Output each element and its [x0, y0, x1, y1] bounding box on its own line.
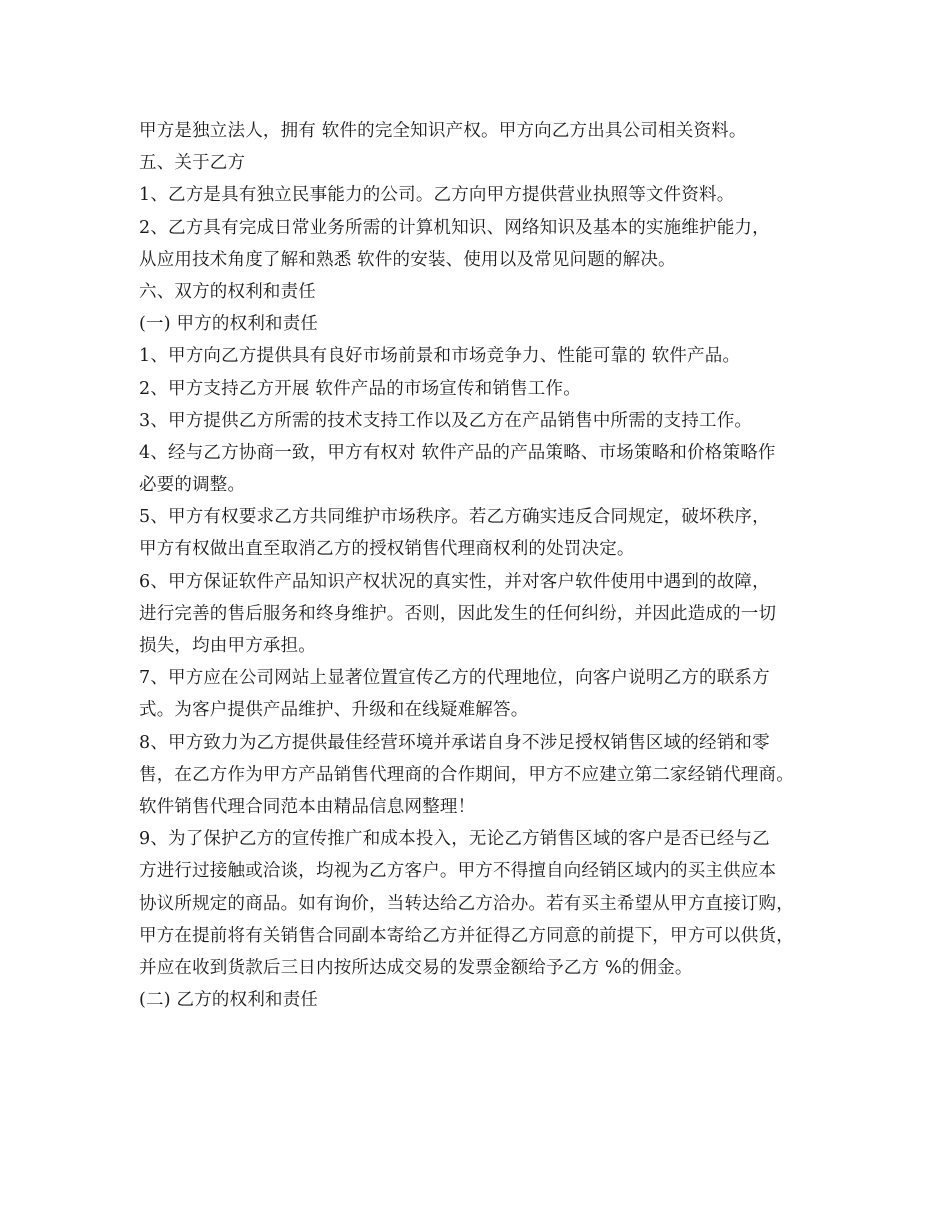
- section-heading: 五、关于乙方: [139, 153, 246, 174]
- text-line: 1、乙方是具有独立民事能力的公司。乙方向甲方提供营业执照等文件资料。: [139, 185, 735, 206]
- text-line: 2、乙方具有完成日常业务所需的计算机知识、网络知识及基本的实施维护能力，: [139, 217, 770, 238]
- text-line: 方进行过接触或洽谈，均视为乙方客户。甲方不得擅自向经销区域内的买主供应本: [139, 861, 777, 882]
- text-line: 必要的调整。: [139, 475, 246, 496]
- text-line: 2、甲方支持乙方开展 软件产品的市场宣传和销售工作。: [139, 378, 581, 399]
- subsection-heading: (一) 甲方的权利和责任: [139, 314, 319, 335]
- text-line: 6、甲方保证软件产品知识产权状况的真实性，并对客户软件使用中遇到的故障，: [139, 571, 770, 592]
- text-line: 1、甲方向乙方提供具有良好市场前景和市场竞争力、性能可靠的 软件产品。: [139, 346, 741, 367]
- text-line: 损失，均由甲方承担。: [139, 636, 316, 656]
- document-body: [139, 115, 839, 1016]
- text-line: 式。为客户提供产品维护、升级和在线疑难解答。: [139, 700, 529, 721]
- text-line: 甲方是独立法人，拥有 软件的完全知识产权。甲方向乙方出具公司相关资料。: [139, 121, 747, 141]
- section-heading: 六、双方的权利和责任: [139, 281, 316, 302]
- text-line: 5、甲方有权要求乙方共同维护市场秩序。若乙方确实违反合同规定，破坏秩序，: [139, 507, 770, 528]
- text-line: 4、经与乙方协商一致，甲方有权对 软件产品的产品策略、市场策略和价格策略作: [139, 442, 776, 463]
- text-line: 3、甲方提供乙方所需的技术支持工作以及乙方在产品销售中所需的支持工作。: [139, 410, 753, 431]
- text-line: 售，在乙方作为甲方产品销售代理商的合作期间，甲方不应建立第二家经销代理商。: [139, 764, 794, 785]
- text-line: 甲方在提前将有关销售合同副本寄给乙方并征得乙方同意的前提下，甲方可以供货，: [139, 925, 794, 946]
- text-line: 甲方有权做出直至取消乙方的授权销售代理商权利的处罚决定。: [139, 539, 635, 560]
- text-line: 进行完善的售后服务和终身维护。否则，因此发生的任何纠纷，并因此造成的一切: [139, 603, 777, 624]
- text-line: 从应用技术角度了解和熟悉 软件的安装、使用以及常见问题的解决。: [139, 249, 676, 270]
- text-line: 8、甲方致力为乙方提供最佳经营环境并承诺自身不涉足授权销售区域的经销和零: [139, 732, 770, 753]
- text-line: 并应在收到货款后三日内按所达成交易的发票金额给予乙方 %的佣金。: [139, 957, 693, 978]
- text-line: 协议所规定的商品。如有询价，当转达给乙方洽办。若有买主希望从甲方直接订购，: [139, 893, 794, 914]
- text-line: 7、甲方应在公司网站上显著位置宣传乙方的代理地位，向客户说明乙方的联系方: [139, 668, 770, 689]
- text-line: 9、为了保护乙方的宣传推广和成本投入，无论乙方销售区域的客户是否已经与乙: [139, 829, 770, 850]
- subsection-heading: (二) 乙方的权利和责任: [139, 990, 319, 1011]
- text-line: 软件销售代理合同范本由精品信息网整理！: [139, 796, 476, 817]
